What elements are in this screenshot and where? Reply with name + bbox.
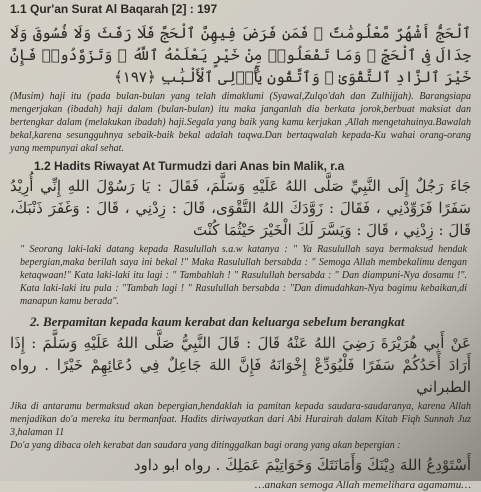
section-heading-quran: 1.1 Qur'an Surat Al Baqarah [2] : 197 — [10, 2, 218, 16]
arabic-verse: ٱلْحَجُّ أَشْهُرٌ مَّعْلُومَٰتٌ ۚ فَمَن فَرَضَ فِيهِنَّ ٱلْحَجَّ فَلَا رَفَثَ وَلَا فُسُوقَ وَلَا جِدَالَ فِى ٱلْحَجِّ ۗ وَمَا تَفْعَلُوا۟ مِنْ خَيْرٍ يَعْلَمْهُ ٱللَّهُ ۗ وَتَزَوَّدُوا۟ فَإِنَّ خَيْرَ ٱلزَّادِ ٱلتَّقْوَىٰ ۚ وَٱتَّقُونِ يَٰٓأُو۟لِى ٱلْأَلْبَٰبِ ﴿١٩٧﴾ — [10, 24, 471, 86]
section-heading-hadith: 1.2 Hadits Riwayat At Turmudzi dari Anas bin Malik, r.a — [34, 159, 345, 173]
doa-intro: Do'a yang dibaca oleh kerabat dan saudara yang ditinggalkan bagi orang yang akan bepergian : — [10, 440, 401, 451]
arabic-doa: أَسْتَوْدِعُ اللهَ دِيْنَكَ وَأَمَانَتَكَ وَخَوَاتِيْمَ عَمَلِكَ . رواه ابو داود — [133, 456, 471, 474]
arabic-pamitan: عَنْ أَبِي هُرَيْرَةَ رَضِيَ اللهُ عَنْهُ قَالَ : قَالَ النَّبِيُّ صَلَّى اللهُ عَلَيْهِ وَسَلَّمَ : إِذَا أَرَادَ أَحَدُكُمْ سَفَرًا فَلْيُوَدِّعْ إِخْوَانَهُ فَإِنَّ اللهَ جَاعِلٌ فِي دُعَائِهِمْ خَيْرًا . رواه الطبراني — [10, 334, 471, 396]
translation-verse: (Musim) haji itu (pada bulan-bulan yang telah dimaklumi (Syawal,Zulqo'dah dan Zulhijjah). Barangsiapa mengerjakan (ibadah) haji dalam (bulan-bulan) itu maka janganlah dia berkata jorok,berbuat maksiat dan bertengkar dalam (melakukan ibadah) haji.Segala yang baik yang kamu kerjakan ,Allah mengetahuinya.Bawalah bekal,karena sesungguhnya sebaik-baik bekal adalah taqwa.Dan bertaqwalah kepada-Ku wahai orang-orang yang mempunyai akal sehat. — [10, 91, 471, 154]
tail-text: …anakan semoga Allah memelihara agamamu… — [254, 479, 471, 491]
translation-pamitan: Jika di antaramu bermaksud akan bepergian,hendaklah ia pamitan kepada saudara-saudaranya, karena Allah menjadikan do'a mereka itu bermanfaat. Hadits diriwayatkan dari Abi Hurairah dalam Kitab Fiqh Sunnah Juz 3,halaman 11 — [10, 401, 471, 438]
section-heading-pamitan: 2. Berpamitan kepada kaum kerabat dan keluarga sebelum berangkat — [30, 314, 405, 329]
translation-hadith: " Seorang laki-laki datang kepada Rasulullah s.a.w katanya : " Ya Rasulullah saya bermaksud hendak bepergian,maka berilah saya ini bekal !" Maka Rasulullah bersabda : " Semoga Allah membekalimu dengan ketaqwaan!" Kata laki-laki itu lagi : " Tambahlah ! " Rasulullah bersabda : " Dan diampuni-Nya dosamu !". Kata laki-laki itu pula : "Tambah lagi ! " Rasulullah bersabda : "Dan dimudahkan-Nya bagimu kebaikan,di manapun kamu berada". — [20, 244, 467, 307]
arabic-hadith: جَاءَ رَجُلٌ إِلَى النَّبِيِّ صَلَّى اللهُ عَلَيْهِ وَسَلَّمَ، فَقَالَ : يَا رَسُوْلَ اللهِ إِنِّي أُرِيْدُ سَفَرًا فَزَوِّدْنِي ، فَقَالَ : زَوَّدَكَ اللهُ التَّقْوَى، قَالَ : زِدْنِي ، قَالَ : وَغَفَرَ ذَنْبَكَ، قَالَ : زِدْنِي ، قَالَ : وَيَسَّرَ لَكَ الْخَيْرَ حَيْثُمَا كُنْتَ — [10, 177, 471, 239]
